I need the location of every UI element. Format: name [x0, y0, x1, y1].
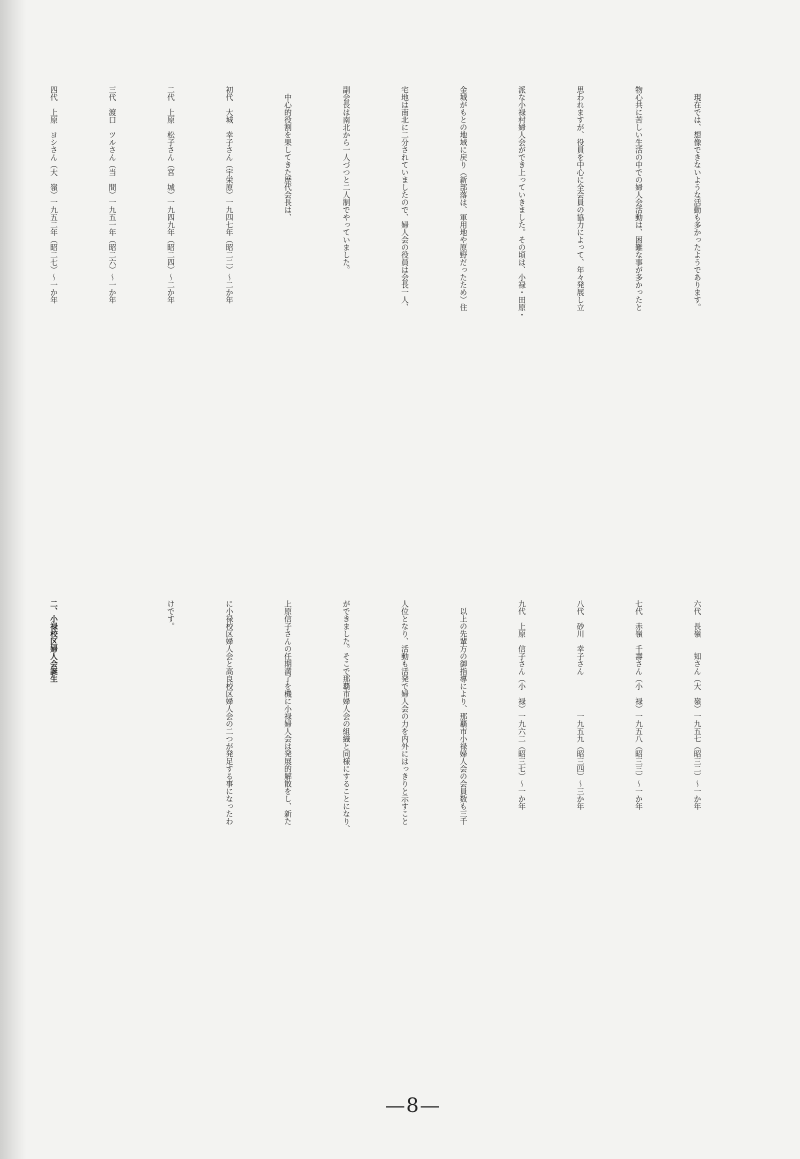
text-line: 上原信子さんの任期満了を機に小禄婦人会は発展的解散をし、新た	[283, 600, 293, 825]
page-number: —8—	[385, 1093, 441, 1117]
president-list-item: 三代 渡口 ツルさん（当 間）一九五一年（昭二六）〜一か年	[108, 86, 117, 304]
blank-line	[103, 600, 123, 1100]
document-page	[26, 0, 800, 1159]
text-line: 人位となり、活動も活発で婦人会の力を内外にはっきりと示すこと	[400, 600, 410, 825]
text-line: 以上の先輩方の御指導により、那覇市小禄婦人会の会員数も三千	[459, 600, 468, 825]
text-line: 思われますが、役員を中心に全会員の協力によって、年々発展し立	[576, 86, 585, 311]
president-list-item: 七代 赤嶺 千壽さん（小 禄）一九五八（昭三三）〜一か年	[634, 600, 644, 810]
lower-text-block	[49, 600, 746, 1100]
text-line: 副会長は南北から一人づつと二人制でやっていました。	[342, 86, 351, 274]
text-line: 中心的役割を果してきた歴代会長は、	[283, 86, 293, 221]
text-line: に小禄校区婦人会と高良校区婦人会の二つが発足する事になったわ	[225, 600, 234, 825]
text-line: 金城がもとの地域に戻り（新部落は、軍用地や原野だったため）住	[459, 86, 468, 311]
upper-text-block	[49, 86, 746, 586]
blank-line	[0, 600, 5, 1100]
text-line: 物心共に苦しい生活の中での婦人会活動は、困難な事が多かったと	[634, 86, 644, 311]
president-list-item: 四代 上原 ヨシさん（大 嶺）一九五二年（昭二七）〜一か年	[49, 86, 59, 304]
president-list-item: 六代 長嶺 知さん（大 嶺）一九五七（昭三二）〜一か年	[693, 600, 702, 810]
text-line: 現在では、想像できないような活動も多かったようであります。	[693, 86, 702, 311]
section-heading: 二、小禄校区婦人会誕生	[49, 600, 59, 683]
president-list-item: 初代 大城 幸子さん（宇栄原）一九四七年（昭二二）〜二か年	[225, 86, 234, 304]
president-list-item: 九代 上原 信子さん（小 禄）一九六二（昭三七）〜一か年	[517, 600, 527, 810]
president-list-item: 八代 砂川 幸子さん 一九五九（昭三四）〜三か年	[576, 600, 585, 810]
president-list-item: 二代 上原 松子さん（宮 城）一九四九年（昭二四）〜二か年	[166, 86, 176, 304]
text-line: ができました。そこで那覇市婦人会の組織と同様にすることになり、	[342, 600, 351, 833]
text-line: 派な小禄村婦人会ができ上っていきました。その頃は、小禄・田原・	[517, 86, 527, 319]
text-line: 宅地は南北に二分されていましたので、婦人会の役員は会長一人、	[400, 86, 410, 311]
text-line: けです。	[166, 600, 176, 630]
president-list-item	[0, 86, 5, 586]
